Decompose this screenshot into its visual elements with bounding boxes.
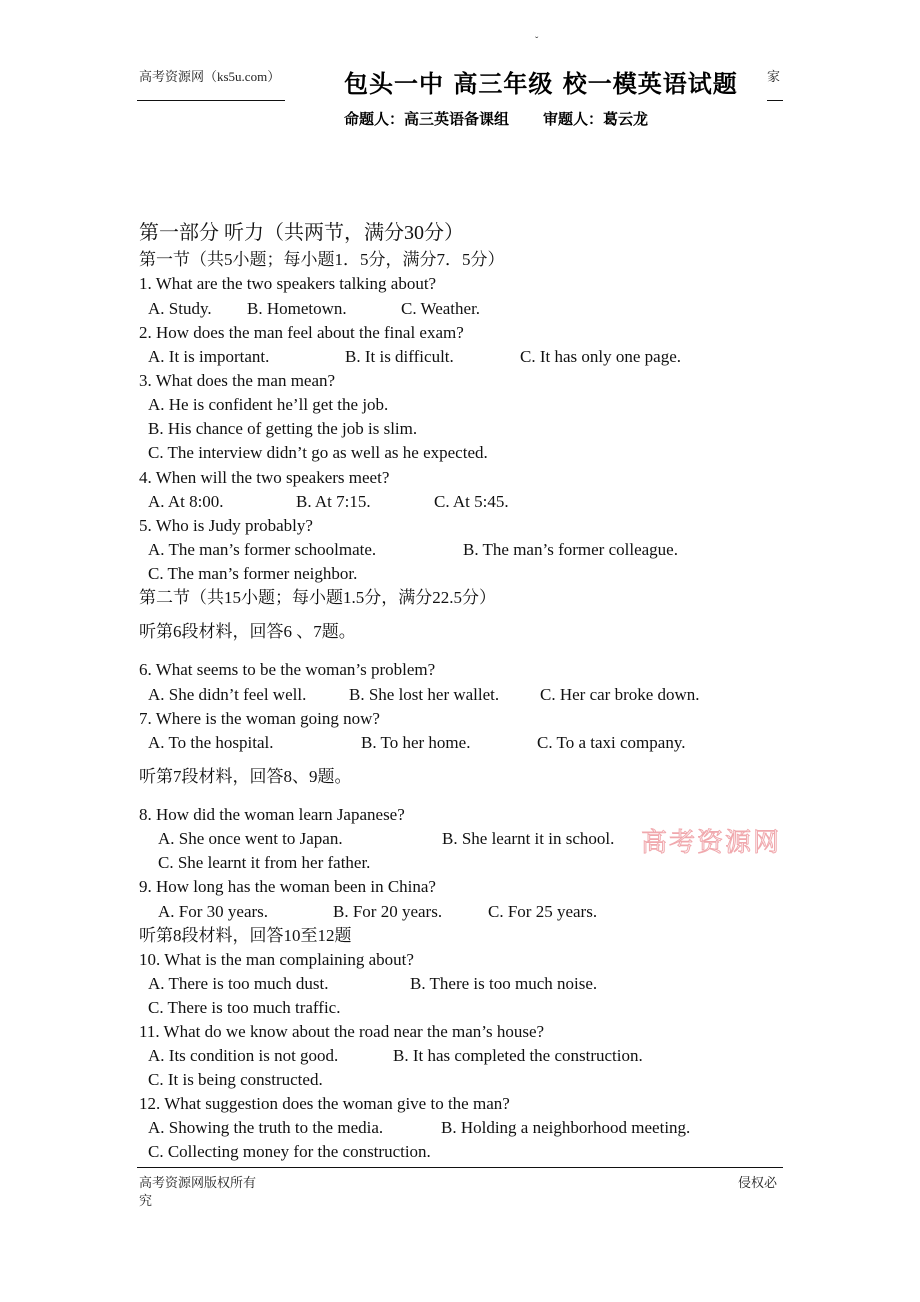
- question-10-option-b: B. There is too much noise.: [410, 974, 598, 993]
- question-3-option-a: A. He is confident he’ll get the job.: [148, 395, 389, 414]
- question-7-option-a: A. To the hospital.: [148, 733, 274, 752]
- exam-authors: [344, 108, 648, 129]
- footer-infringement-note: 侵权必: [738, 1175, 778, 1190]
- question-12-stem: 12. What suggestion does the woman give to the man?: [139, 1094, 510, 1113]
- question-8-option-b: B. She learnt it in school.: [442, 829, 615, 848]
- question-4-stem: 4. When will the two speakers meet?: [139, 468, 390, 487]
- footer-copyright-cont: 究: [139, 1193, 153, 1208]
- question-7-option-b: B. To her home.: [361, 733, 471, 752]
- question-10-stem: 10. What is the man complaining about?: [139, 950, 414, 969]
- question-4-option-a: A. At 8:00.: [148, 492, 224, 511]
- question-7-stem: 7. Where is the woman going now?: [139, 709, 380, 728]
- question-10-option-a: A. There is too much dust.: [148, 974, 329, 993]
- question-2-option-c: C. It has only one page.: [520, 347, 681, 366]
- material-6-intro: 听第6段材料，回答6 、7题。: [139, 622, 356, 641]
- question-8-stem: 8. How did the woman learn Japanese?: [139, 805, 405, 824]
- question-11-stem: 11. What do we know about the road near the man’s house?: [139, 1022, 545, 1041]
- question-3-option-b: B. His chance of getting the job is slim.: [148, 419, 418, 438]
- question-5-stem: 5. Who is Judy probably?: [139, 516, 313, 535]
- question-2-option-a: A. It is important.: [148, 347, 270, 366]
- question-9-stem: 9. How long has the woman been in China?: [139, 877, 436, 896]
- question-2-stem: 2. How does the man feel about the final exam?: [139, 323, 464, 342]
- question-12-option-a: A. Showing the truth to the media.: [148, 1118, 384, 1137]
- setter-label: 命题人：高三英语备课组: [344, 110, 510, 128]
- question-2-option-b: B. It is difficult.: [345, 347, 454, 366]
- footer-copyright: 高考资源网版权所有: [139, 1175, 257, 1190]
- header-right-rule: [767, 100, 783, 101]
- question-5-option-c: C. The man’s former neighbor.: [148, 564, 358, 583]
- question-5-option-a: A. The man’s former schoolmate.: [148, 540, 377, 559]
- question-1-option-c: C. Weather.: [401, 299, 481, 318]
- section2-title: 第二节（共15小题；每小题1.5分，满分22.5分）: [139, 588, 496, 607]
- question-7-option-c: C. To a taxi company.: [537, 733, 686, 752]
- question-9-option-c: C. For 25 years.: [488, 902, 598, 921]
- question-1-option-a: A. Study.: [148, 299, 212, 318]
- question-3-stem: 3. What does the man mean?: [139, 371, 336, 390]
- header-right-text: 家: [767, 69, 781, 84]
- question-10-option-c: C. There is too much traffic.: [148, 998, 341, 1017]
- question-3-option-c: C. The interview didn’t go as well as he expected.: [148, 443, 488, 462]
- material-8-intro: 听第8段材料，回答10至12题: [139, 926, 352, 945]
- footer-rule: [137, 1167, 783, 1168]
- question-12-option-c: C. Collecting money for the construction.: [148, 1142, 431, 1161]
- reviewer-label: 审题人：葛云龙: [543, 110, 649, 128]
- question-9-option-b: B. For 20 years.: [333, 902, 443, 921]
- question-4-option-b: B. At 7:15.: [296, 492, 371, 511]
- question-6-option-b: B. She lost her wallet.: [349, 685, 500, 704]
- question-11-option-a: A. Its condition is not good.: [148, 1046, 339, 1065]
- material-7-intro: 听第7段材料，回答8、9题。: [139, 767, 352, 786]
- question-11-option-c: C. It is being constructed.: [148, 1070, 323, 1089]
- question-5-option-b: B. The man’s former colleague.: [463, 540, 678, 559]
- part1-title: 第一部分 听力（共两节，满分30分）: [139, 222, 464, 244]
- question-9-option-a: A. For 30 years.: [158, 902, 269, 921]
- watermark-logo: 高考资源网: [641, 828, 782, 858]
- section1-title: 第一节（共5小题；每小题1．5分，满分7．5分）: [139, 250, 505, 269]
- question-4-option-c: C. At 5:45.: [434, 492, 509, 511]
- page-title: 包头一中 高三年级 校一模英语试题: [344, 70, 738, 98]
- question-8-option-c: C. She learnt it from her father.: [158, 853, 371, 872]
- header-left-rule: [137, 100, 285, 101]
- question-12-option-b: B. Holding a neighborhood meeting.: [441, 1118, 691, 1137]
- question-6-stem: 6. What seems to be the woman’s problem?: [139, 660, 436, 679]
- header-site-label: 高考资源网（ks5u.com）: [139, 69, 281, 84]
- question-6-option-a: A. She didn’t feel well.: [148, 685, 307, 704]
- question-6-option-c: C. Her car broke down.: [540, 685, 700, 704]
- question-1-option-b: B. Hometown.: [247, 299, 347, 318]
- question-8-option-a: A. She once went to Japan.: [158, 829, 343, 848]
- question-1-stem: 1. What are the two speakers talking about?: [139, 274, 437, 293]
- header-tick-mark: ˇ: [535, 36, 539, 47]
- question-11-option-b: B. It has completed the construction.: [393, 1046, 643, 1065]
